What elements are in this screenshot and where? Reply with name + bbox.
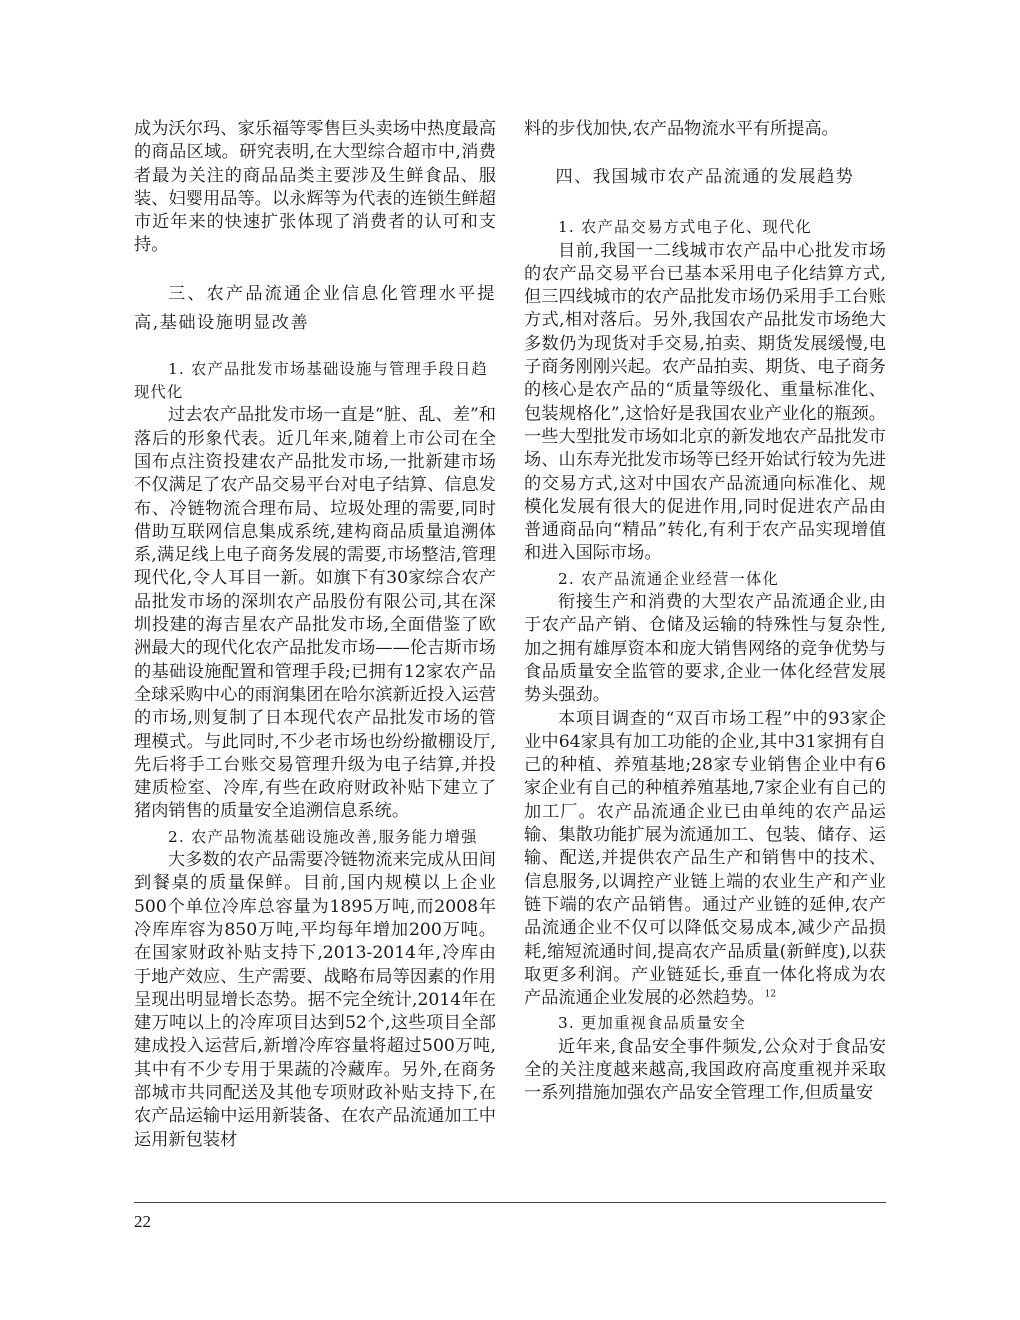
paragraph-logistics: 大多数的农产品需要冷链物流来完成从田间到餐桌的质量保鲜。目前,国内规模以上企业500个单位冷库总容量为1895万吨,而2008年冷库库容为850万吨,平均每年增加200万吨。在国家财政补贴支持下,2013-2014年,冷库由于地产效应、生产需要、战略布局等因素的作用呈现出明显增长态势。据不完全统计,2014年在建万吨以上的冷库项目达到52个,这些项目全部建成投入运营后,新增冷库容量将超过500万吨,其中有不少专用于果蔬的冷藏库。另外,在商务部城市共同配送及其他专项财政补贴支持下,在农产品运输中运用新装备、在农产品流通加工中运用新包装材 <box>134 850 496 1150</box>
paragraph-wholesale-market: 过去农产品批发市场一直是“脏、乱、差”和落后的形象代表。近几年来,随着上市公司在全国布点注资投建农产品批发市场,一批新建市场不仅满足了农产品交易平台对电子结算、信息发布、冷链物流合理布局、垃圾处理的需要,同时借助互联网信息集成系统,建构商品质量追溯体系,满足线上电子商务发展的需要,市场整洁,管理现代化,令人耳目一新。如旗下有30家综合农产品批发市场的深圳农产品股份有限公司,其在深圳投建的海吉星农产品批发市场,全面借鉴了欧洲最大的现代化农产品批发市场——伦吉斯市场的基础设施配置和管理手段;已拥有12家农产品全球采购中心的雨润集团在哈尔滨新近投入运营的市场,则复制了日本现代农产品批发市场的管理模式。与此同时,不少老市场也纷纷撤棚设厅,先后将手工台账交易管理升级为电子结算,并投建质检室、冷库,有些在政府财政补贴下建立了猪肉销售的质量安全追溯信息系统。 <box>134 405 496 822</box>
survey-text: 本项目调查的“双百市场工程”中的93家企业中64家具有加工功能的企业,其中31家拥有自己的种植、养殖基地;28家专业销售企业中有6家企业有自己的种植养殖基地,7家企业有自己的加工厂。农产品流通企业已由单纯的农产品运输、集散功能扩展为流通加工、包装、储存、运输、配送,并提供农产品生产和销售中的技术、信息服务,以调控产业链上端的农业生产和产业链下端的农产品销售。通过产业链的延伸,农产品流通企业不仅可以降低交易成本,减少产品损耗,缩短流通时间,提高农产品质量(新鲜度),以获取更多利润。产业链延长,垂直一体化将成为农产品流通企业发展的必然趋势。 <box>524 708 886 1009</box>
subheading-electronic-trading: 1. 农产品交易方式电子化、现代化 <box>558 218 813 237</box>
paragraph-food-safety: 近年来,食品安全事件频发,公众对于食品安全的关注度越来越高,我国政府高度重视并采取一系列措施加强农产品安全管理工作,但质量安 <box>524 1036 886 1104</box>
subheading-logistics: 2. 农产品物流基础设施改善,服务能力增强 <box>168 827 478 846</box>
section-heading-4: 四、我国城市农产品流通的发展趋势 <box>555 167 855 188</box>
subheading-food-safety: 3. 更加重视食品质量安全 <box>558 1014 747 1033</box>
left-column <box>134 118 496 1152</box>
subheading-wholesale-market: 1. 农产品批发市场基础设施与管理手段日趋现代化 <box>134 359 489 402</box>
paragraph-electronic-trading: 目前,我国一二线城市农产品中心批发市场的农产品交易平台已基本采用电子化结算方式,但三四线城市的农产品批发市场仍采用手工台账方式,相对落后。另外,我国农产品批发市场绝大多数仍为现货对手交易,拍卖、期货发展缓慢,电子商务刚刚兴起。农产品拍卖、期货、电子商务的核心是农产品的“质量等级化、重量标准化、包装规格化”,这恰好是我国农业产业化的瓶颈。一些大型批发市场如北京的新发地农产品批发市场、山东寿光批发市场等已经开始试行较为先进的交易方式,这对中国农产品流通向标准化、规模化发展有很大的促进作用,同时促进农产品由普通商品向“精品”转化,有利于农产品实现增值和进入国际市场。 <box>524 240 886 564</box>
page-number: 22 <box>134 1212 151 1231</box>
paragraph-integration: 衔接生产和消费的大型农产品流通企业,由于农产品产销、仓储及运输的特殊性与复杂性,加之拥有雄厚资本和庞大销售网络的竞争优势与食品质量安全监管的要求,企业一体化经营发展势头强劲。 <box>524 592 886 706</box>
footer-rule <box>134 1202 886 1203</box>
paragraph-continued: 料的步伐加快,农产品物流水平有所提高。 <box>524 119 839 139</box>
paragraph-intro: 成为沃尔玛、家乐福等零售巨头卖场中热度最高的商品区域。研究表明,在大型综合超市中,消费者最为关注的商品品类主要涉及生鲜食品、服装、妇婴用品等。以永辉等为代表的连锁生鲜超市近年来的快速扩张体现了消费者的认可和支持。 <box>134 119 496 256</box>
right-column <box>524 118 886 1106</box>
footnote-ref: 12 <box>764 989 777 1000</box>
subheading-integration: 2. 农产品流通企业经营一体化 <box>558 569 780 588</box>
section-heading-3: 三、农产品流通企业信息化管理水平提高,基础设施明显改善 <box>134 283 496 333</box>
paragraph-survey <box>524 708 886 1011</box>
